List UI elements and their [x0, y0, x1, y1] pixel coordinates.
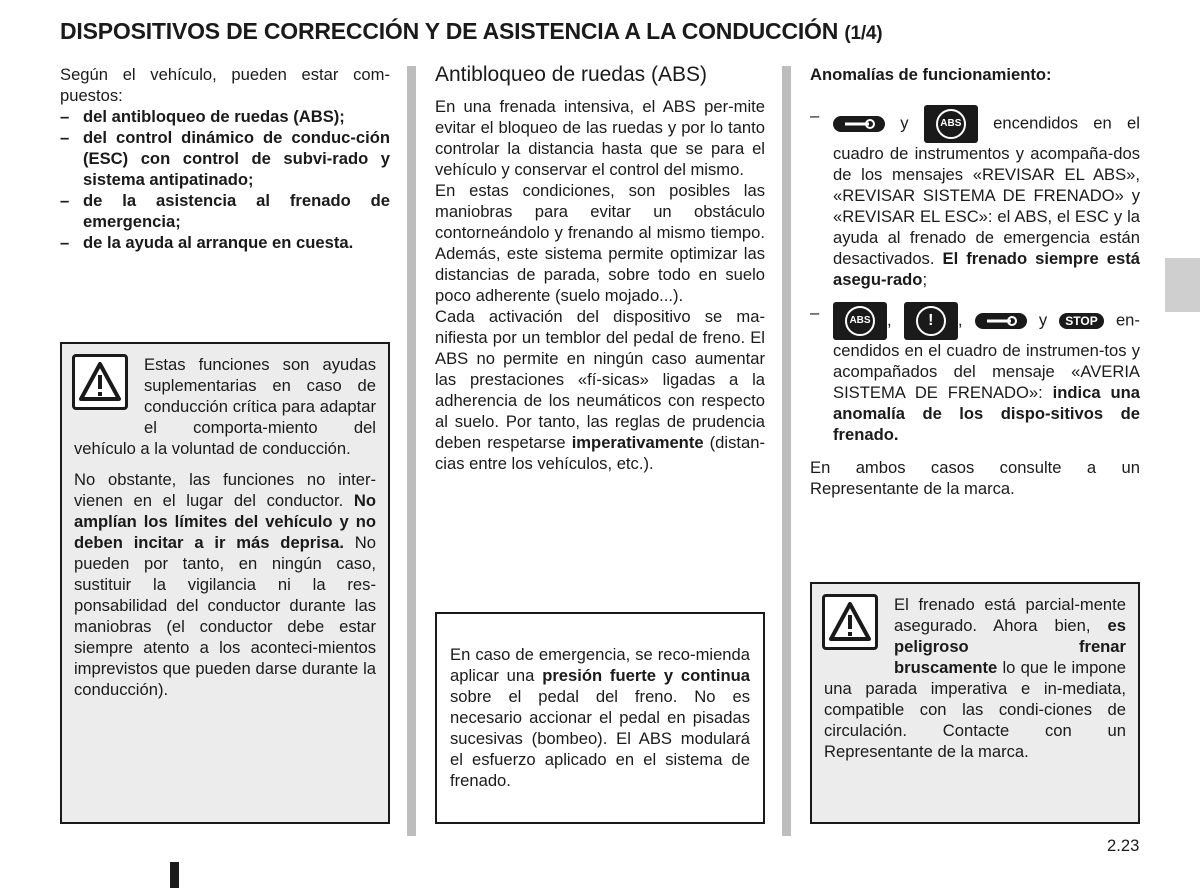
section-tab [1165, 258, 1200, 312]
spacer [74, 459, 376, 469]
item1-end: ; [922, 270, 928, 289]
abs-icon-label: ABS [936, 109, 966, 139]
anomalies-heading: Anomalías de funcionamiento: [810, 65, 1052, 84]
warning-1-p2-bold: No amplían los límites del vehículo y no deben incitar a ir más deprisa. [74, 491, 376, 552]
item2-bold: indica una anomalía de los dispo-sitivos de frenado. [833, 383, 1141, 444]
brake-alert-mark: ! [916, 306, 946, 336]
col1-intro-block [60, 64, 390, 253]
warning-2-text [824, 594, 1126, 762]
col2-p3 [435, 306, 765, 474]
conjunction: y [1038, 310, 1048, 330]
col2-p3a: Cada activación del dispositivo se ma-nifiesta por un temblor del pedal de freno. El ABS no permite en ningún caso aumentar las prestaciones «fí-sicas» ligadas a la adherencia de los neumáticos con respecto al suelo. Por tanto, las reglas de prudencia deben respetarse [435, 307, 765, 452]
list-item: – de la asistencia al frenado de emergencia; [60, 190, 390, 232]
warning-2-a: El frenado está parcial-mente asegurado. Ahora bien, [894, 595, 1126, 635]
list-item: – ABS , ! , y STOP en-cendidos en el cuadro de instrumen-tos y acompañados del mensaje «AVERIA SISTEMA DE FRENADO»: indica una anomalía de los dispo-sitivos de frenado. [810, 303, 1141, 444]
abs-icon-label: ABS [845, 306, 875, 336]
warning-1-p2 [74, 469, 376, 700]
note-bold: presión fuerte y continua [542, 666, 750, 685]
brake-alert-icon [904, 302, 958, 340]
column-divider [782, 66, 791, 836]
note-box [435, 612, 765, 824]
page-title [60, 18, 882, 45]
crop-mark [170, 862, 179, 888]
list-item: – del antibloqueo de ruedas (ABS); [60, 106, 390, 127]
conjunction: y [900, 113, 909, 133]
warning-2-bold: es peligroso frenar bruscamente [894, 616, 1126, 677]
item1-bold: El frenado siempre está asegu-rado [833, 249, 1140, 289]
list-item: – y ABS encendidos en el cuadro de instrumentos y acompaña-dos de los mensajes «REVISAR EL ABS», «REVISAR SISTEMA DE FRENADO» y «REVISAR EL ESC»: el ABS, el ESC y la ayuda al frenado de emergencia están desactivados. El frenado siempre está asegu-rado; [810, 106, 1140, 289]
column-divider [407, 66, 416, 836]
separator: , [957, 310, 963, 330]
icon-spacer [74, 354, 144, 438]
col2-p2: En estas condiciones, son posibles las maniobras para evitar un obstáculo contorneándolo y frenando al mismo tiempo. Además, este sistema permite optimizar las distancias de parada, sobre todo en suelo poco adherente (suelo mojado...). [435, 181, 765, 305]
wrench-icon [833, 116, 885, 132]
warning-box-1 [60, 342, 390, 824]
list-item: – del control dinámico de conduc-ción (ESC) con control de subvi-rado y sistema antipatinado; [60, 127, 390, 190]
warning-1-text [74, 354, 376, 700]
wrench-icon [975, 313, 1027, 329]
list-item: – de la ayuda al arranque en cuesta. [60, 232, 390, 253]
note-a: En caso de emergencia, se reco-mienda aplicar una [450, 645, 750, 685]
note-text [450, 644, 750, 791]
separator: , [887, 310, 892, 330]
col2-p3b: (distan-cias entre los vehículos, etc.). [435, 433, 765, 473]
warning-box-2 [810, 582, 1140, 824]
title-text: DISPOSITIVOS DE CORRECCIÓN Y DE ASISTENCIA A LA CONDUCCIÓN [60, 18, 839, 44]
title-part: (1/4) [844, 23, 883, 44]
closing-text: En ambos casos consulte a un Representante de la marca. [810, 458, 1140, 498]
anomaly-list [810, 105, 1140, 445]
page-number: 2.23 [1107, 836, 1140, 855]
stop-icon: STOP [1059, 313, 1103, 329]
abs-icon [833, 302, 887, 340]
note-b: sobre el pedal del freno. No es necesario accionar el pedal en pisadas sucesivas (bombeo). El ABS modulará el esfuerzo aplicado en el sistema de frenado. [450, 687, 750, 790]
col3-block [810, 64, 1140, 499]
col1-list [60, 106, 390, 253]
col1-intro: Según el vehículo, pueden estar com-puestos: [60, 65, 390, 105]
col2-p1: En una frenada intensiva, el ABS per-mite evitar el bloqueo de las ruedas y por lo tanto controlar la distancia hasta que se para el vehículo y conservar el control del mismo. [435, 97, 765, 179]
warning-1-p1: Estas funciones son ayudas suplementarias en caso de conducción crítica para adaptar el comporta-miento del vehículo a la voluntad de conducción. [74, 355, 376, 458]
abs-heading: Antibloqueo de ruedas (ABS) [435, 63, 708, 86]
col2-block [435, 62, 765, 474]
abs-icon [924, 105, 978, 143]
warning-1-p2b: No pueden por tanto, en ningún caso, sustituir la vigilancia ni la res-ponsabilidad del conductor durante las maniobras (el conductor debe estar siempre atento a los aconteci-mientos imprevistos que pueden darse durante la conducción). [74, 533, 376, 699]
item2-text: en-cendidos en el cuadro de instrumen-tos y acompañados del mensaje «AVERIA SISTEMA DE FRENADO»: [833, 310, 1140, 402]
warning-2-b: lo que le impone una parada imperativa e in-mediata, compatible con las condi-ciones de circulación. Contacte con un Representante de la marca. [824, 658, 1126, 761]
col2-p3-bold: imperativamente [571, 433, 704, 452]
icon-spacer [824, 594, 894, 678]
warning-1-p2a: No obstante, las funciones no inter-vienen en el lugar del conductor. [74, 470, 376, 510]
item1-text: encendidos en el cuadro de instrumentos y acompaña-dos de los mensajes «REVISAR EL ABS», «REVISAR SISTEMA DE FRENADO» y «REVISAR EL ESC»: el ABS, el ESC y la ayuda al frenado de emergencia están desactivados. [833, 113, 1140, 268]
